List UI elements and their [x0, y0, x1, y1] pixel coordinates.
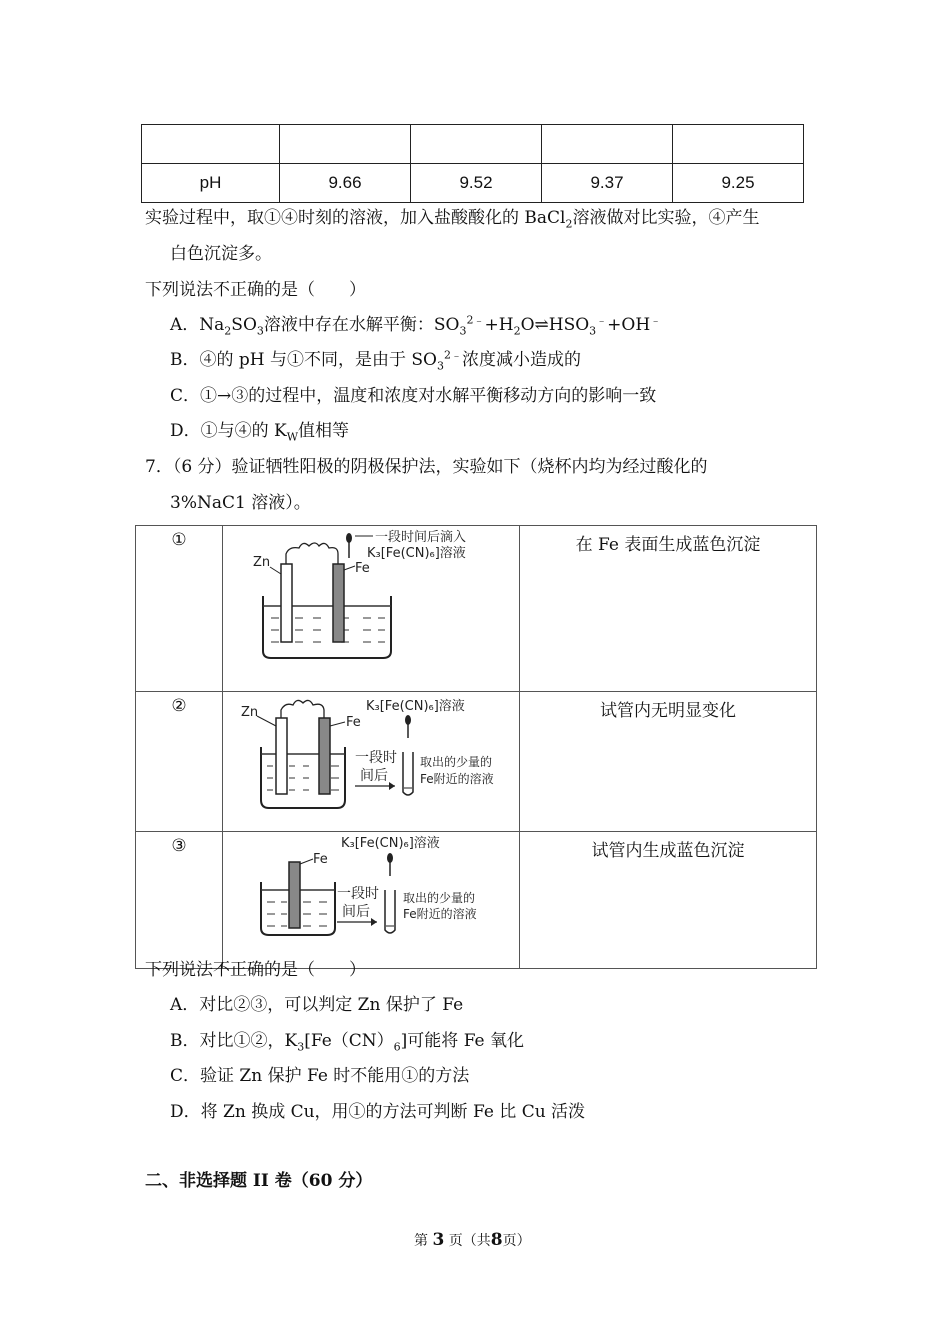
text: +OH [607, 315, 651, 335]
subscript: 3 [589, 324, 597, 338]
diagram-label: 间后 [360, 768, 388, 784]
q7-option-c[interactable]: C．验证 Zn 保护 Fe 时不能用①的方法 [170, 1066, 470, 1086]
text: O⇌HSO [520, 315, 590, 335]
ph-value-cell: 9.37 [542, 164, 673, 203]
q7-option-b[interactable] [170, 1030, 524, 1052]
table-cell [673, 125, 804, 164]
fe-electrode [333, 564, 344, 642]
experiment-number: ② [136, 692, 223, 832]
diagram-label: Fe [313, 852, 328, 867]
experiment-result: 在 Fe 表面生成蓝色沉淀 [520, 526, 817, 692]
diagram-label: Fe附近的溶液 [403, 907, 477, 921]
subscript: 2 [513, 324, 521, 338]
experiment-diagram-cell [223, 526, 520, 692]
diagram-label: K₃[Fe(CN)₆]溶液 [341, 836, 440, 851]
table-cell [142, 125, 280, 164]
text: 溶液做对比实验，④产生 [572, 208, 760, 228]
diagram-label: 取出的少量的 [403, 891, 476, 905]
subscript: 3 [256, 324, 264, 338]
experiment-number: ① [136, 526, 223, 692]
ph-value-cell: 9.25 [673, 164, 804, 203]
superscript: 2﹣ [466, 313, 485, 327]
table-cell [542, 125, 673, 164]
leader-line [257, 716, 276, 726]
experiment-1-diagram [223, 526, 519, 687]
text: SO [231, 315, 257, 335]
q7-stem: 下列说法不正确的是（ ） [145, 960, 366, 980]
diagram-label: Fe [346, 715, 361, 730]
diagram-label: 一段时 [337, 886, 379, 902]
experiment-diagram-cell [223, 832, 520, 969]
fe-electrode [289, 862, 300, 928]
table-cell [280, 125, 411, 164]
text: 第 [414, 1233, 428, 1249]
text: 溶液中存在水解平衡：SO [263, 315, 460, 335]
text: D．①与④的 K [170, 421, 287, 441]
experiment-3-diagram [223, 832, 519, 964]
table-cell [411, 125, 542, 164]
leader-line [344, 566, 355, 570]
experiment-2-diagram [223, 692, 519, 827]
table-row [136, 832, 817, 969]
text: 页） [502, 1233, 531, 1249]
table-row [142, 164, 804, 203]
total-pages: 8 [490, 1230, 503, 1250]
diagram-label: Fe附近的溶液 [420, 772, 494, 786]
ph-value-cell: 9.66 [280, 164, 411, 203]
subscript: 6 [393, 1040, 401, 1054]
diagram-label: Zn [253, 555, 271, 570]
zn-electrode [281, 564, 292, 642]
section-heading: 二、非选择题 II 卷（60 分） [145, 1171, 373, 1191]
test-tube [385, 890, 395, 933]
dropper-bulb [346, 533, 352, 543]
superscript: ﹣ [650, 313, 662, 327]
q7-option-a[interactable]: A．对比②③，可以判定 Zn 保护了 Fe [170, 995, 464, 1015]
wire [281, 700, 324, 718]
arrowhead [389, 782, 395, 790]
subscript: 3 [459, 324, 467, 338]
q7-stem-line1: 7．（6 分）验证牺牲阳极的阴极保护法，实验如下（烧杯内均为经过酸化的 [145, 457, 708, 477]
q6-option-c[interactable]: C．①→③的过程中，温度和浓度对水解平衡移动方向的影响一致 [170, 386, 657, 406]
diagram-label: Fe [355, 561, 370, 576]
experiment-number: ③ [136, 832, 223, 969]
ph-label-cell: pH [142, 164, 280, 203]
diagram-label: K₃[Fe(CN)₆]溶液 [367, 546, 466, 561]
ph-table [141, 124, 804, 203]
ph-value-cell: 9.52 [411, 164, 542, 203]
leader-line [330, 722, 345, 726]
subscript: 2 [565, 217, 573, 231]
diagram-label: 一段时 [355, 750, 397, 766]
fe-electrode [319, 718, 330, 794]
diagram-label: 一段时间后滴入 [375, 530, 467, 545]
superscript: ﹣ [596, 313, 608, 327]
subscript: 3 [437, 359, 444, 373]
superscript: 2﹣ [444, 348, 462, 362]
text: 值相等 [298, 421, 350, 441]
subscript: 2 [224, 324, 232, 338]
page-footer [414, 1229, 531, 1252]
text: 实验过程中，取①④时刻的溶液，加入盐酸酸化的 BaCl [145, 208, 566, 228]
diagram-label: 间后 [342, 904, 370, 920]
q6-note-line2: 白色沉淀多。 [170, 244, 272, 264]
q6-note-line1 [145, 207, 759, 229]
text: [Fe（CN） [304, 1031, 394, 1051]
experiment-result: 试管内无明显变化 [520, 692, 817, 832]
dropper-bulb [405, 715, 411, 725]
experiment-table [135, 525, 817, 969]
table-row [136, 526, 817, 692]
subscript: W [286, 430, 299, 444]
q6-option-d[interactable] [170, 420, 349, 442]
q6-option-a[interactable] [170, 314, 661, 336]
wire [286, 543, 338, 564]
table-row [142, 125, 804, 164]
leader-line [270, 567, 281, 574]
q7-stem-line2: 3%NaC1 溶液）。 [170, 493, 311, 513]
q6-stem: 下列说法不正确的是（ ） [145, 280, 366, 300]
text: A．Na [170, 315, 225, 335]
q6-option-b[interactable] [170, 349, 581, 371]
table-row [136, 692, 817, 832]
page-number: 3 [432, 1230, 445, 1250]
subscript: 3 [297, 1040, 305, 1054]
leader-line [300, 859, 313, 864]
text: ]可能将 Fe 氧化 [400, 1031, 525, 1051]
arrowhead [371, 918, 377, 926]
experiment-diagram-cell [223, 692, 520, 832]
text: B．对比①②，K [170, 1031, 298, 1051]
text: +H [484, 315, 514, 335]
q7-option-d[interactable]: D．将 Zn 换成 Cu，用①的方法可判断 Fe 比 Cu 活泼 [170, 1102, 586, 1122]
diagram-label: K₃[Fe(CN)₆]溶液 [366, 699, 465, 714]
diagram-label: 取出的少量的 [420, 755, 493, 769]
zn-electrode [276, 718, 287, 794]
text: B．④的 pH 与①不同，是由于 SO [170, 350, 437, 370]
diagram-label: Zn [241, 705, 259, 720]
experiment-result: 试管内生成蓝色沉淀 [520, 832, 817, 969]
test-tube [403, 752, 413, 795]
dropper-bulb [387, 853, 393, 863]
text: 页（共 [448, 1233, 491, 1249]
text: 浓度减小造成的 [462, 350, 581, 370]
